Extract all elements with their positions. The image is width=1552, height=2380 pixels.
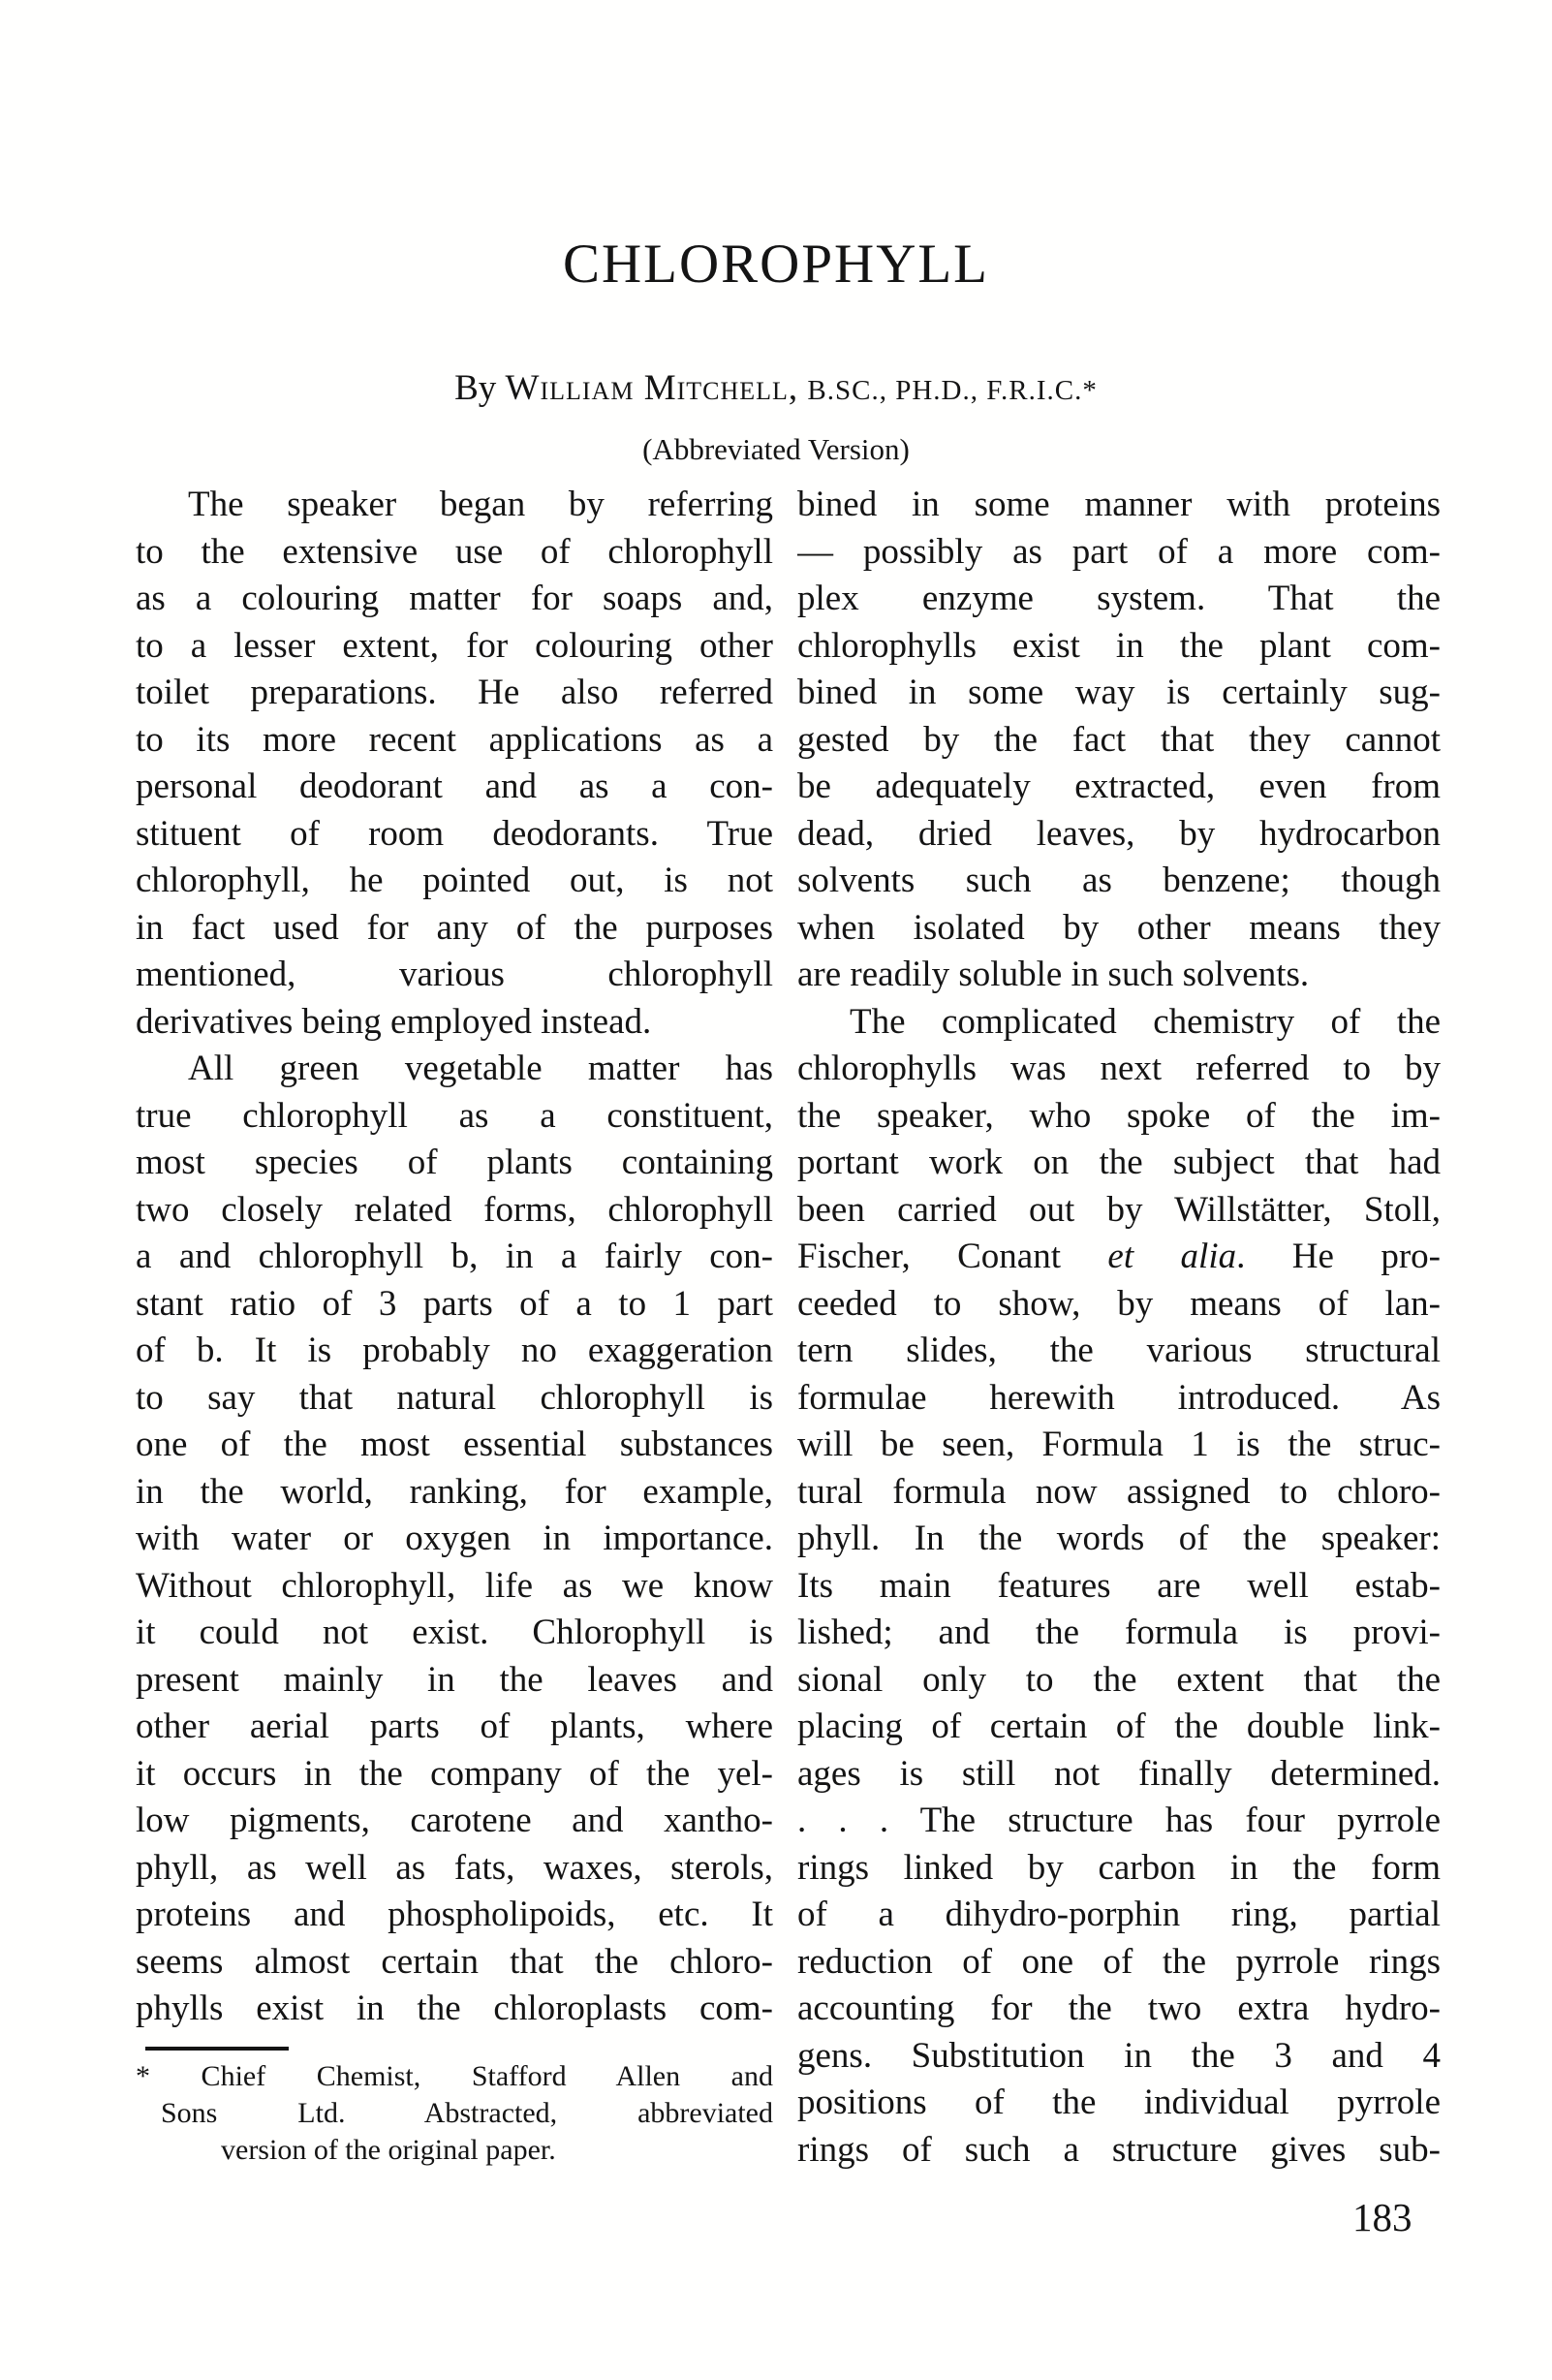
text-line: present mainly in the leaves and [136, 1659, 773, 1700]
text-line: will be seen, Formula 1 is the struc- [797, 1425, 1441, 1464]
text-line: phyll, as well as fats, waxes, sterols, [136, 1847, 773, 1888]
text-line: other aerial parts of plants, where [136, 1707, 773, 1746]
text-line: one of the most essential substances [136, 1425, 773, 1464]
text-line: chlorophyll, he pointed out, is not [136, 861, 773, 900]
text-line: ceeded to show, by means of lan- [797, 1283, 1441, 1324]
text-line: plex enzyme system. That the [797, 579, 1441, 618]
text-line: to the extensive use of chlorophyll [136, 531, 773, 572]
text-line: The complicated chemistry of the [850, 1001, 1441, 1042]
text-line: stant ratio of 3 parts of a to 1 part [136, 1283, 773, 1324]
text-line: proteins and phospholipoids, etc. It [136, 1895, 773, 1934]
text-line: accounting for the two extra hydro- [797, 1989, 1441, 2028]
text-line: in fact used for any of the purposes [136, 907, 773, 948]
text-line: All green vegetable matter has [188, 1049, 773, 1088]
text-line: true chlorophyll as a constituent, [136, 1095, 773, 1136]
text-line: the speaker, who spoke of the im- [797, 1095, 1441, 1136]
text-line: phylls exist in the chloroplasts com- [136, 1989, 773, 2028]
text-line: it could not exist. Chlorophyll is [136, 1613, 773, 1652]
article-title: CHLOROPHYLL [562, 234, 989, 295]
author-credentials: B.SC., PH.D., F.R.I.C.* [807, 375, 1098, 406]
text-line: a and chlorophyll b, in a fairly con- [136, 1237, 773, 1276]
text-line: tural formula now assigned to chloro- [797, 1471, 1441, 1512]
text-line: to a lesser extent, for colouring other [136, 625, 773, 666]
text-line: sional only to the extent that the [797, 1659, 1441, 1700]
byline [0, 369, 1552, 409]
text-line: bined in some way is certainly sug- [797, 673, 1441, 712]
text-line: it occurs in the company of the yel- [136, 1753, 773, 1794]
text-line: mentioned, various chlorophyll [136, 955, 773, 994]
footnote-rule [145, 2047, 289, 2051]
text-line: Fischer, Conant et alia. He pro- [797, 1237, 1441, 1276]
text-line: of b. It is probably no exaggeration [136, 1331, 773, 1370]
text-line: with water or oxygen in importance. [136, 1519, 773, 1558]
text-line: rings linked by carbon in the form [797, 1847, 1441, 1888]
text-line: placing of certain of the double link- [797, 1707, 1441, 1746]
text-line: Its main features are well estab- [797, 1565, 1441, 1606]
text-line: derivatives being employed instead. [136, 1001, 652, 1042]
text-line: of a dihydro-porphin ring, partial [797, 1895, 1441, 1934]
subtitle: (Abbreviated Version) [642, 432, 910, 466]
text-line: phyll. In the words of the speaker: [797, 1519, 1441, 1558]
text-line: formulae herewith introduced. As [797, 1377, 1441, 1418]
text-line: been carried out by Willstätter, Stoll, [797, 1189, 1441, 1230]
text-line: in the world, ranking, for example, [136, 1471, 773, 1512]
text-line: solvents such as benzene; though [797, 861, 1441, 900]
text-line: rings of such a structure gives sub- [797, 2129, 1441, 2170]
text-line: . . . The structure has four pyrrole [797, 1801, 1441, 1840]
right-column [797, 482, 1441, 2174]
byline-by: By [454, 368, 497, 408]
text-line: dead, dried leaves, by hydrocarbon [797, 813, 1441, 854]
left-column [136, 482, 773, 2033]
text-line: The speaker began by referring [188, 485, 773, 524]
text-line: gens. Substitution in the 3 and 4 [797, 2035, 1441, 2076]
footnote-line: * Chief Chemist, Stafford Allen and [136, 2060, 773, 2092]
text-line: lished; and the formula is provi- [797, 1613, 1441, 1652]
text-line: — possibly as part of a more com- [797, 531, 1441, 572]
text-line: stituent of room deodorants. True [136, 813, 773, 854]
text-line: portant work on the subject that had [797, 1143, 1441, 1182]
text-line: be adequately extracted, even from [797, 767, 1441, 806]
text-line: ages is still not finally determined. [797, 1753, 1441, 1794]
footnote [136, 2058, 773, 2169]
text-line: chlorophylls exist in the plant com- [797, 625, 1441, 666]
text-line: seems almost certain that the chloro- [136, 1941, 773, 1982]
author-name: William Mitchell, [505, 368, 799, 408]
footnote-line: version of the original paper. [221, 2134, 556, 2166]
text-line: chlorophylls was next referred to by [797, 1049, 1441, 1088]
text-line: toilet preparations. He also referred [136, 673, 773, 712]
page-number: 183 [1352, 2195, 1412, 2239]
text-line: when isolated by other means they [797, 907, 1441, 948]
text-line: to its more recent applications as a [136, 719, 773, 760]
text-line: Without chlorophyll, life as we know [136, 1565, 773, 1606]
text-line: tern slides, the various structural [797, 1331, 1441, 1370]
text-line: are readily soluble in such solvents. [797, 955, 1310, 994]
text-line: positions of the individual pyrrole [797, 2082, 1441, 2122]
text-line: most species of plants containing [136, 1143, 773, 1182]
text-line: as a colouring matter for soaps and, [136, 579, 773, 618]
text-line: low pigments, carotene and xantho- [136, 1801, 773, 1840]
text-line: to say that natural chlorophyll is [136, 1377, 773, 1418]
text-line: bined in some manner with proteins [797, 485, 1441, 524]
text-line: reduction of one of the pyrrole rings [797, 1941, 1441, 1982]
footnote-line: Sons Ltd. Abstracted, abbreviated [161, 2097, 773, 2129]
text-line: two closely related forms, chlorophyll [136, 1189, 773, 1230]
text-line: personal deodorant and as a con- [136, 767, 773, 806]
text-line: gested by the fact that they cannot [797, 719, 1441, 760]
